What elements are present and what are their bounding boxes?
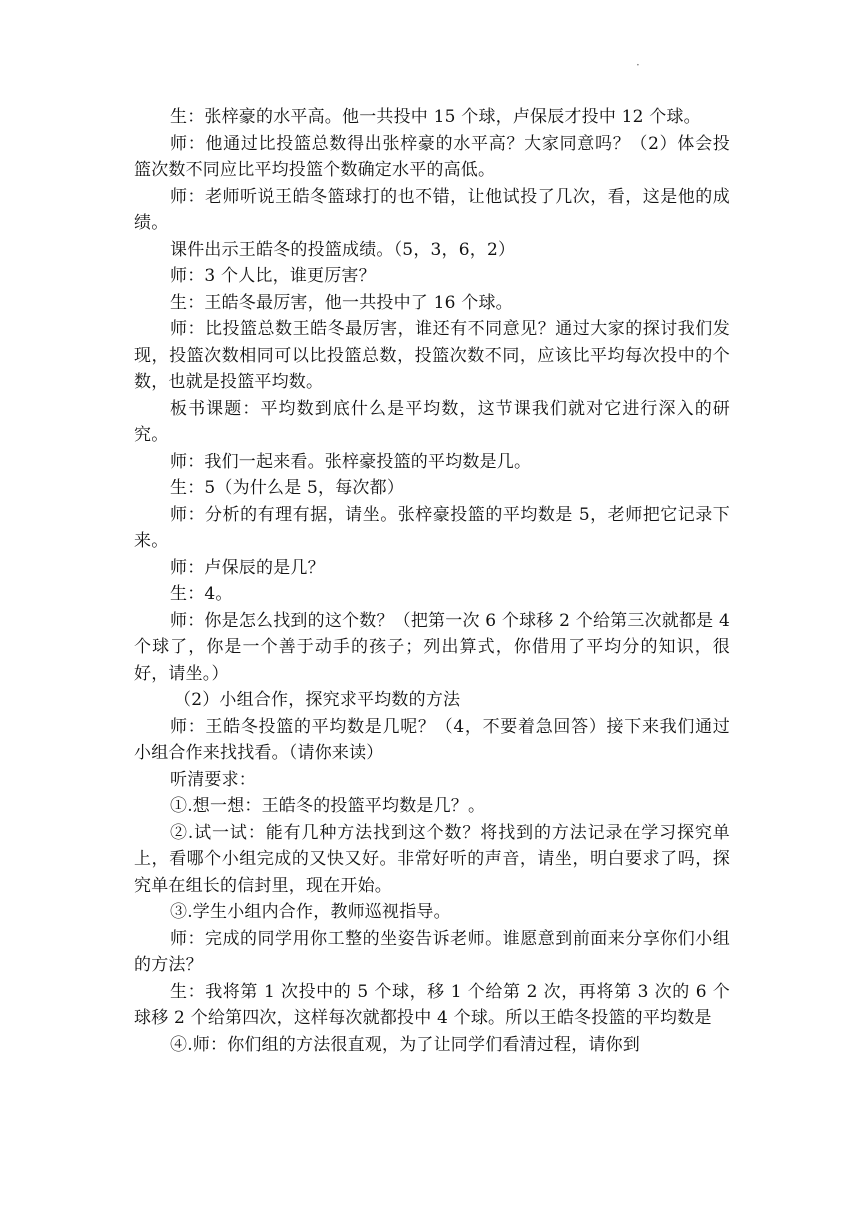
- paragraph: 师：王皓冬投篮的平均数是几呢？（4，不要着急回答）接下来我们通过小组合作来找找看。（请你来读）: [134, 716, 730, 763]
- paragraph: 师：3 个人比，谁更厉害？: [170, 266, 376, 286]
- page-mark: ·: [636, 58, 640, 72]
- paragraph: 生：5（为什么是 5，每次都）: [170, 478, 405, 498]
- paragraph: 生：张梓豪的水平高。他一共投中 15 个球，卢保辰才投中 12 个球。: [170, 107, 701, 127]
- paragraph: 板书课题：平均数到底什么是平均数，这节课我们就对它进行深入的研究。: [134, 398, 730, 445]
- paragraph: 生：王皓冬最厉害，他一共投中了 16 个球。: [170, 292, 513, 313]
- paragraph: 听清要求：: [170, 769, 256, 790]
- paragraph: 师：分析的有理有据，请坐。张梓豪投篮的平均数是 5，老师把它记录下来。: [134, 504, 730, 551]
- document-body: [134, 104, 730, 1058]
- list-item: ④.师：你们组的方法很直观，为了让同学们看清过程，请你到: [170, 1034, 641, 1055]
- list-item: ②.试一试：能有几种方法找到这个数？将找到的方法记录在学习探究单上，看哪个小组完成的又快又好。非常好听的声音，请坐，明白要求了吗，探究单在组长的信封里，现在开始。: [134, 822, 730, 896]
- paragraph: 生：4。: [170, 584, 233, 604]
- paragraph: 师：完成的同学用你工整的坐姿告诉老师。谁愿意到前面来分享你们小组的方法？: [134, 928, 730, 975]
- paragraph: 师：卢保辰的是几？: [170, 557, 325, 578]
- paragraph: 师：我们一起来看。张梓豪投篮的平均数是几。: [170, 451, 532, 472]
- paragraph: 师：老师听说王皓冬篮球打的也不错，让他试投了几次，看，这是他的成绩。: [134, 186, 730, 233]
- paragraph: 课件出示王皓冬的投篮成绩。（5，3，6，2）: [170, 239, 516, 260]
- paragraph: 师：比投篮总数王皓冬最厉害，谁还有不同意见？通过大家的探讨我们发现，投篮次数相同可以比投篮总数，投篮次数不同，应该比平均每次投中的个数，也就是投篮平均数。: [134, 319, 730, 392]
- list-item: ③.学生小组内合作，教师巡视指导。: [170, 902, 451, 922]
- list-item: ①.想一想：王皓冬的投篮平均数是几？。: [170, 796, 486, 816]
- paragraph: 生：我将第 1 次投中的 5 个球，移 1 个给第 2 次，再将第 3 次的 6 个球移 2 个给第四次，这样每次就都投中 4 个球。所以王皓冬投篮的平均数是: [134, 981, 730, 1028]
- paragraph: 师：他通过比投篮总数得出张梓豪的水平高？大家同意吗？（2）体会投篮次数不同应比平均投篮个数确定水平的高低。: [134, 133, 730, 180]
- section-heading: （2）小组合作，探究求平均数的方法: [174, 690, 461, 710]
- paragraph: 师：你是怎么找到的这个数？（把第一次 6 个球移 2 个给第三次就都是 4 个球了，你是一个善于动手的孩子；列出算式，你借用了平均分的知识，很好，请坐。）: [134, 610, 730, 684]
